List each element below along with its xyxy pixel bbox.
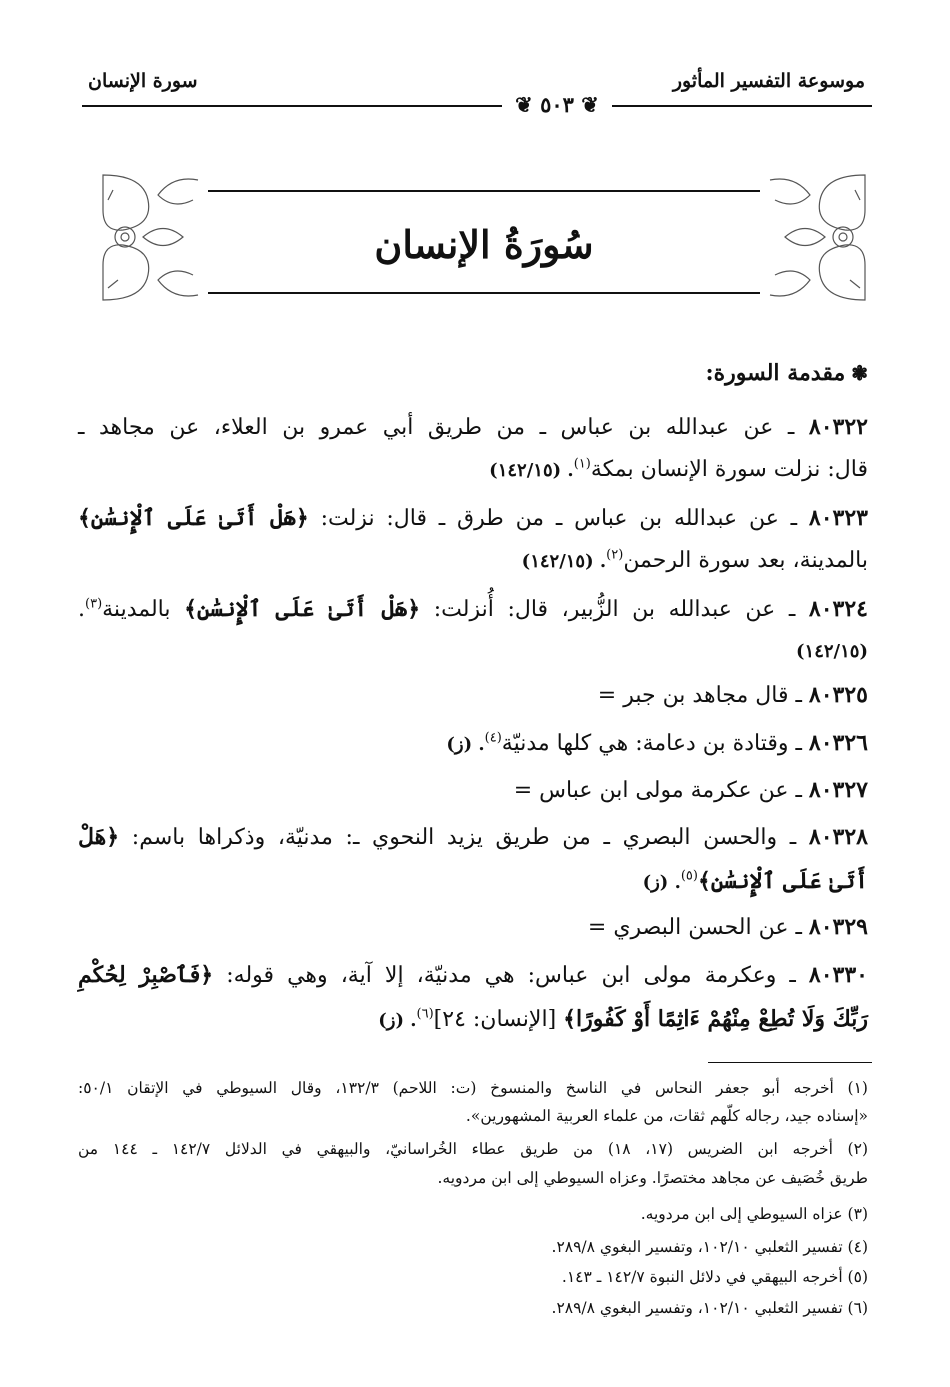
quran-verse: ﴿هَلْ أَتَىٰ عَلَى ٱلْإِنسَٰنِ﴾	[78, 505, 309, 531]
footnote-line: (١) أخرجه أبو جعفر النحاس في الناسخ والمنسوخ (ت: اللاحم) ١٣٢/٣، وقال السيوطي في الإتقان ٥٠/١:	[78, 1079, 868, 1097]
banner-rule-bottom	[208, 292, 760, 294]
narration-line	[78, 960, 868, 991]
narration-reference: (١٤٢/١٥)	[796, 641, 868, 662]
corner-ornament-left	[98, 170, 203, 305]
narration-line	[78, 866, 868, 898]
narration-number: ٨٠٣٢٣	[808, 505, 868, 531]
narration-text: بالمدينة	[102, 597, 185, 622]
dash: ـ	[788, 683, 809, 708]
narration-line	[78, 680, 868, 711]
narration-text: وعكرمة مولى ابن عباس: هي مدنيّة، إلا آية، وهي قوله:	[213, 963, 777, 988]
narration-text: قال: نزلت سورة الإنسان بمكة	[590, 457, 868, 482]
book-title: موسوعة التفسير المأثور	[672, 70, 865, 92]
narration-line	[78, 546, 868, 577]
quran-verse: ﴿هَلْ أَتَىٰ عَلَى ٱلْإِنسَٰنِ﴾	[184, 596, 421, 622]
narration-number: ٨٠٣٣٠	[808, 962, 868, 988]
narration-text: .	[78, 597, 85, 622]
narration-line	[78, 775, 868, 806]
quran-verse: ﴿هَلْ	[78, 824, 120, 850]
dash: ـ	[788, 915, 809, 940]
narration-text: عن عبدالله بن الزُّبير، قال: أُنزلت:	[420, 597, 776, 622]
narration-text: عن الحسن البصري =	[587, 915, 789, 940]
footnote-line: «إسناده جيد، رجاله كلّهم ثقات، من علماء العربية المشهورين».	[465, 1107, 868, 1125]
page-number-row	[82, 94, 872, 118]
narration-line	[78, 1004, 868, 1036]
footnote-marker: (٢)	[606, 547, 624, 563]
narration-number: ٨٠٣٢٧	[808, 777, 868, 803]
narration-line	[78, 412, 868, 443]
narration-reference: . (١٤٢/١٥)	[489, 460, 574, 481]
footnote-line: (٣) عزاه السيوطي إلى ابن مردويه.	[640, 1205, 868, 1223]
narration-line	[78, 455, 868, 486]
dash: ـ	[778, 506, 809, 531]
narration-line	[78, 822, 868, 853]
dash: ـ	[773, 415, 809, 440]
ornament-glyph: ❦	[573, 92, 599, 117]
narration-number: ٨٠٣٢٨	[808, 824, 868, 850]
section-heading-text: مقدمة السورة:	[705, 360, 846, 386]
narration-line	[78, 728, 868, 760]
quran-verse: ﴿فَٱصْبِرْ لِحُكْمِ	[78, 962, 214, 988]
narration-number: ٨٠٣٢٤	[808, 596, 868, 622]
footnote-line: (٦) تفسير الثعلبي ١٠٢/١٠، وتفسير البغوي ٢٨٩/٨.	[551, 1299, 868, 1317]
surah-banner	[98, 170, 870, 305]
running-surah-name: سورة الإنسان	[88, 70, 198, 92]
narration-line	[78, 594, 868, 625]
footnote-rule	[708, 1062, 872, 1063]
dash: ـ	[788, 731, 809, 756]
narration-line	[78, 636, 868, 667]
page-number	[502, 94, 612, 118]
narration-reference: . (ز)	[642, 872, 681, 893]
dash: ـ	[776, 963, 809, 988]
footnote-marker: (٥)	[680, 868, 698, 884]
page-number-value: ٥٠٣	[540, 92, 574, 117]
footnote-line: (٢) أخرجه ابن الضريس (١٧، ١٨) من طريق عطاء الخُراسانيّ، والبيهقي في الدلائل ١٤٢/٧ ـ ١٤٤ من	[78, 1140, 868, 1158]
narration-text: عن عكرمة مولى ابن عباس =	[513, 778, 789, 803]
narration-text: عن عبدالله بن عباس ـ من طرق ـ قال: نزلت:	[308, 506, 779, 531]
narration-number: ٨٠٣٢٢	[808, 414, 868, 440]
narration-number: ٨٠٣٢٩	[808, 914, 868, 940]
flower-icon: ❃	[851, 361, 868, 385]
surah-title: سُورَةُ الإنسان	[374, 222, 594, 267]
narration-text: قال مجاهد بن جبر =	[597, 683, 789, 708]
dash: ـ	[777, 825, 809, 850]
quran-verse: أَتَىٰ عَلَى ٱلْإِنسَٰنِ﴾	[697, 868, 868, 894]
dash: ـ	[775, 597, 809, 622]
narration-text: والحسن البصري ـ من طريق يزيد النحوي ـ: مدنيّة، وذكراها باسم:	[119, 825, 778, 850]
narration-reference: . (ز)	[378, 1010, 417, 1031]
footnote-line: طريق خُصَيف عن مجاهد مختصرًا. وعزاه السيوطي إلى ابن مردويه.	[437, 1169, 868, 1187]
narration-number: ٨٠٣٢٥	[808, 682, 868, 708]
dash: ـ	[788, 778, 809, 803]
narration-line	[78, 503, 868, 534]
narration-line	[78, 912, 868, 943]
footnote-marker: (١)	[573, 456, 591, 472]
footnote-line: (٤) تفسير الثعلبي ١٠٢/١٠، وتفسير البغوي ٢٨٩/٨.	[551, 1238, 868, 1256]
footnote-marker: (٤)	[484, 730, 502, 746]
banner-rule-top	[208, 190, 760, 192]
footnote-marker: (٦)	[416, 1006, 434, 1022]
verse-citation: [الإنسان: ٢٤]	[433, 1007, 564, 1032]
narration-reference: . (١٤٢/١٥)	[521, 551, 607, 572]
quran-verse: رَبِّكَ وَلَا تُطِعْ مِنْهُمْ ءَاثِمًا أَوْ كَفُورًا﴾	[563, 1006, 868, 1032]
footnote-marker: (٣)	[85, 596, 103, 612]
narration-text: بالمدينة، بعد سورة الرحمن	[623, 548, 868, 573]
narration-reference: . (ز)	[446, 734, 485, 755]
footnote-line: (٥) أخرجه البيهقي في دلائل النبوة ١٤٢/٧ ـ ١٤٣.	[561, 1268, 868, 1286]
ornament-glyph: ❦	[515, 92, 541, 117]
section-heading	[368, 360, 868, 386]
narration-text: عن عبدالله بن عباس ـ من طريق أبي عمرو بن العلاء، عن مجاهد ـ	[78, 415, 774, 440]
narration-number: ٨٠٣٢٦	[808, 730, 868, 756]
corner-ornament-right	[765, 170, 870, 305]
narration-text: وقتادة بن دعامة: هي كلها مدنيّة	[501, 731, 789, 756]
